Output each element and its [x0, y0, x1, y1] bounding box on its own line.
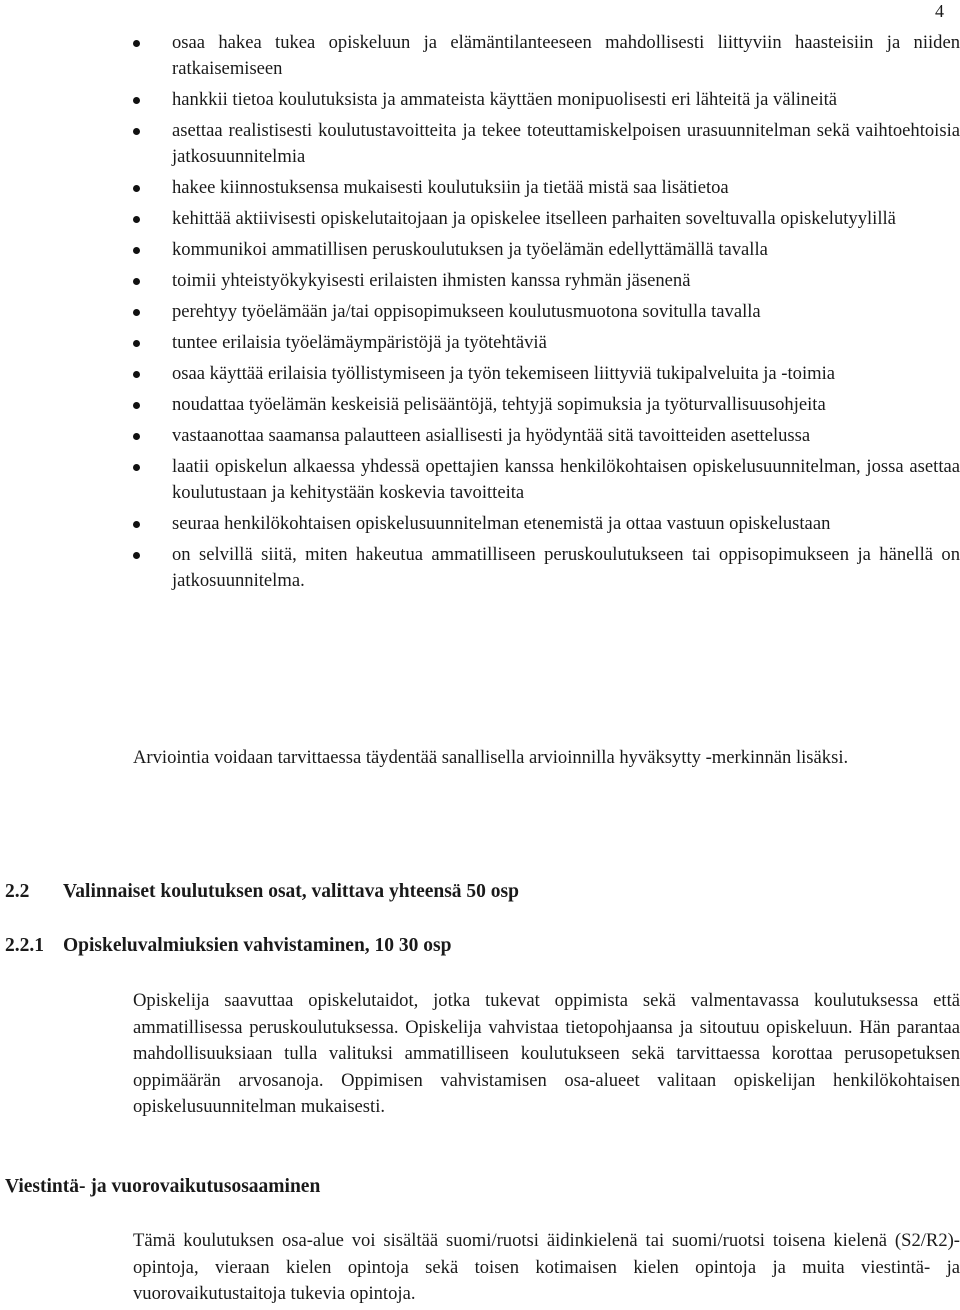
list-item — [0, 330, 960, 356]
list-item — [0, 268, 960, 294]
bullet-icon — [133, 40, 140, 47]
list-item-text: kommunikoi ammatillisen peruskoulutuksen ja työelämän edellyttämällä tavalla — [172, 239, 768, 260]
list-item — [0, 175, 960, 201]
list-item-text: kehittää aktiivisesti opiskelutaitojaan ja opiskelee itselleen parhaiten soveltuvalla opiskelutyylillä — [172, 208, 896, 229]
learning-outcomes-list — [0, 30, 960, 599]
bullet-icon — [133, 216, 140, 223]
bullet-icon — [133, 97, 140, 104]
list-item — [0, 454, 960, 506]
list-item-text: asettaa realistisesti koulutustavoitteita ja tekee toteuttamiskelpoisen urasuunnitelman sekä vaihtoehtoisia jatkosuunnitelmia — [172, 120, 960, 167]
list-item — [0, 206, 960, 232]
list-item — [0, 87, 960, 113]
bullet-icon — [133, 340, 140, 347]
section-body-2-2-1: Opiskelija saavuttaa opiskelutaidot, jotka tukevat oppimista sekä valmentavassa koulutuksessa että ammatillisessa peruskoulutuksessa. Opiskelija vahvistaa tietopohjaansa ja sitoutuu opiskeluun. Hän parantaa mahdollisuuksiaan tulla valituksi ammatilliseen koulutukseen sekä tarvittaessa korottaa perusopetuksen oppimäärän arvosanoja. Oppimisen vahvistamisen osa-alueet valitaan opiskelijan henkilökohtaisen opiskelusuunnitelman mukaisesti. — [133, 990, 960, 1117]
bullet-icon — [133, 433, 140, 440]
list-item — [0, 423, 960, 449]
bullet-icon — [133, 185, 140, 192]
list-item — [0, 237, 960, 263]
list-item-text: perehtyy työelämään ja/tai oppisopimukseen koulutusmuotona sovitulla tavalla — [172, 301, 761, 322]
section-title: Valinnaiset koulutuksen osat, valittava yhteensä 50 osp — [63, 881, 519, 902]
list-item-text: hankkii tietoa koulutuksista ja ammateista käyttäen monipuolisesti eri lähteitä ja välineitä — [172, 89, 838, 110]
list-item-text: laatii opiskelun alkaessa yhdessä opettajien kanssa henkilökohtaisen opiskelusuunnitelman, jossa asettaa koulutustaan ja kehitystään koskevia tavoitteita — [172, 456, 960, 503]
section-number: 2.2.1 — [5, 935, 44, 956]
list-item — [0, 392, 960, 418]
section-number: 2.2 — [5, 881, 30, 902]
bullet-icon — [133, 371, 140, 378]
list-item — [0, 30, 960, 82]
list-item — [0, 118, 960, 170]
bullet-icon — [133, 464, 140, 471]
bullet-icon — [133, 278, 140, 285]
list-item-text: hakee kiinnostuksensa mukaisesti koulutuksiin ja tietää mistä saa lisätietoa — [172, 177, 729, 198]
bullet-icon — [133, 247, 140, 254]
section-title: Opiskeluvalmiuksien vahvistaminen, 10 30 osp — [63, 935, 452, 956]
section-heading-2-2 — [5, 880, 519, 904]
list-item-text: toimii yhteistyökykyisesti erilaisten ihmisten kanssa ryhmän jäsenenä — [172, 270, 691, 291]
list-item — [0, 361, 960, 387]
assessment-note: Arviointia voidaan tarvittaessa täydentää sanallisella arvioinnilla hyväksytty -merkinnän lisäksi. — [133, 747, 849, 768]
list-item-text: noudattaa työelämän keskeisiä pelisääntöjä, tehtyjä sopimuksia ja työturvallisuusohjeita — [172, 394, 826, 415]
bullet-icon — [133, 402, 140, 409]
list-item-text: vastaanottaa saamansa palautteen asiallisesti ja hyödyntää sitä tavoitteiden asettelussa — [172, 425, 811, 446]
list-item-text: on selvillä siitä, miten hakeutua ammatilliseen peruskoulutukseen tai oppisopimukseen ja hänellä on jatkosuunnitelma. — [172, 544, 960, 591]
section-heading-2-2-1 — [5, 934, 451, 958]
bullet-icon — [133, 309, 140, 316]
bullet-icon — [133, 521, 140, 528]
list-item — [0, 299, 960, 325]
list-item-text: seuraa henkilökohtaisen opiskelusuunnitelman etenemistä ja ottaa vastuun opiskelustaan — [172, 513, 831, 534]
page-number: 4 — [935, 1, 944, 21]
list-item — [0, 542, 960, 594]
list-item-text: osaa hakea tukea opiskeluun ja elämäntilanteeseen mahdollisesti liittyviin haasteisiin ja niiden ratkaisemiseen — [172, 32, 960, 79]
list-item — [0, 511, 960, 537]
communication-section-title: Viestintä- ja vuorovaikutusosaaminen — [5, 1176, 321, 1197]
list-item-text: osaa käyttää erilaisia työllistymiseen ja työn tekemiseen liittyviä tukipalveluita ja -toimia — [172, 363, 835, 384]
list-item-text: tuntee erilaisia työelämäympäristöjä ja työtehtäviä — [172, 332, 547, 353]
bullet-icon — [133, 128, 140, 135]
bullet-icon — [133, 552, 140, 559]
communication-section-body: Tämä koulutuksen osa-alue voi sisältää suomi/ruotsi äidinkielenä tai suomi/ruotsi toisena kielenä (S2/R2)-opintoja, vieraan kielen opintoja sekä toisen kotimaisen kielen opintoja ja muita viestintä- ja vuorovaikutustaitoja tukevia opintoja. — [133, 1230, 960, 1304]
